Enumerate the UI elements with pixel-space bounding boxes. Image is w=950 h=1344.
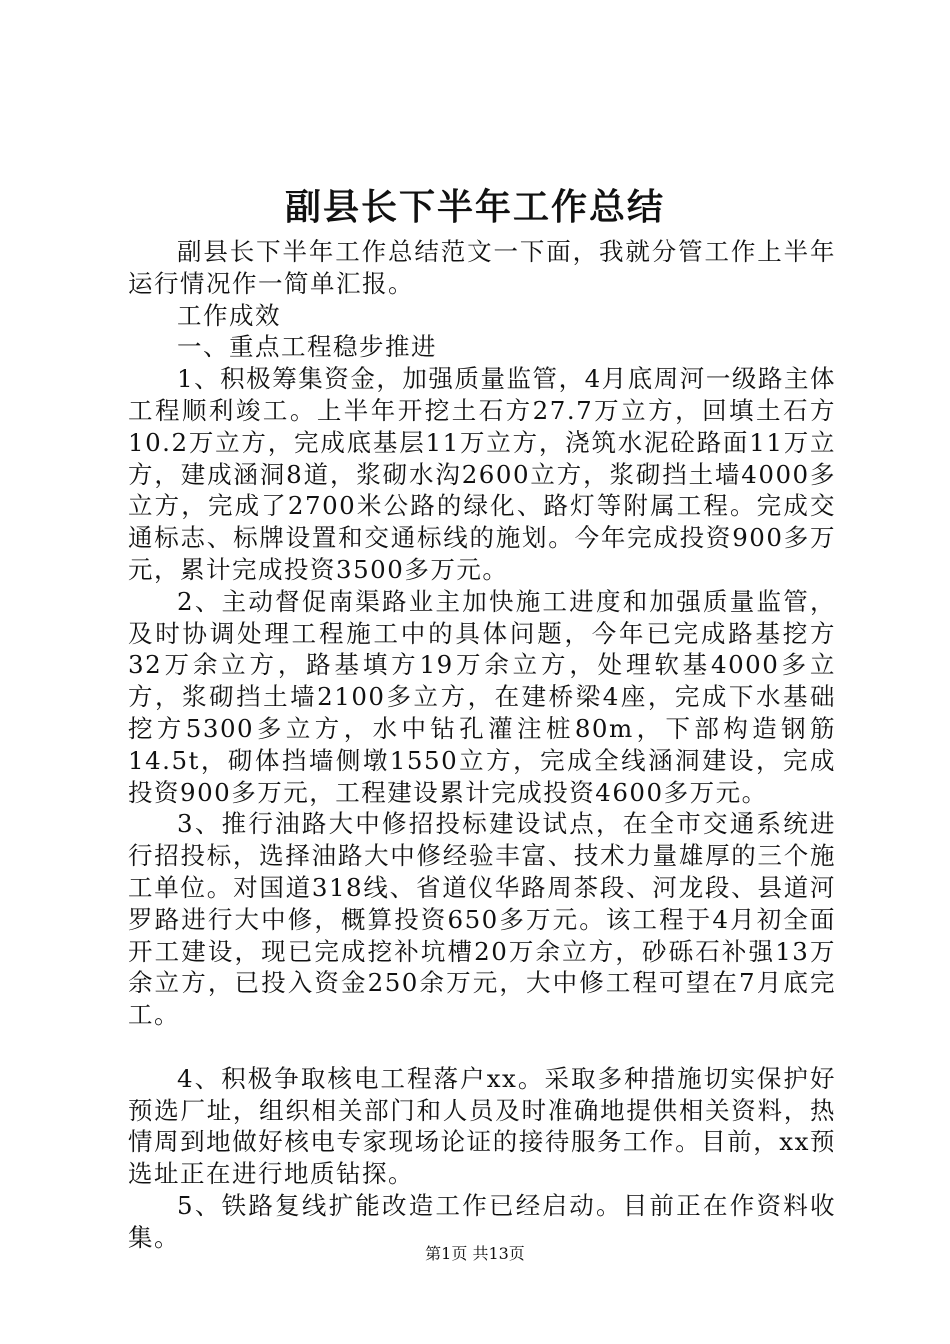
paragraph-item-1: 1、积极筹集资金，加强质量监管，4月底周河一级路主体工程顺利竣工。上半年开挖土石方27.7万立方，回填土石方10.2万立方，完成底基层11万立方，浇筑水泥砼路面11万立方，建成涵洞8道，浆砌水沟2600立方，浆砌挡土墙4000多立方，完成了2700米公路的绿化、路灯等附属工程。完成交通标志、标牌设置和交通标线的施划。今年完成投资900多万元，累计完成投资3500多万元。 xyxy=(128,364,836,584)
subsection-heading-key-projects: 一、重点工程稳步推进 xyxy=(177,332,437,362)
intro-paragraph: 副县长下半年工作总结范文一下面，我就分管工作上半年运行情况作一简单汇报。 xyxy=(128,237,836,298)
paragraph-item-5: 5、铁路复线扩能改造工作已经启动。目前正在作资料收集。 xyxy=(128,1190,836,1252)
page-number-footer: 第1页 共13页 xyxy=(425,1244,525,1263)
paragraph-item-4: 4、积极争取核电工程落户xx。采取多种措施切实保护好预选厂址，组织相关部门和人员及时准确地提供相关资料，热情周到地做好核电专家现场论证的接待服务工作。目前，xx预选址正在进行地质钻探。 xyxy=(128,1063,836,1189)
document-body xyxy=(128,236,836,1254)
document-title: 副县长下半年工作总结 xyxy=(284,186,665,228)
paragraph-item-2: 2、主动督促南渠路业主加快施工进度和加强质量监管，及时协调处理工程施工中的具体问题，今年已完成路基挖方32万余立方，路基填方19万余立方，处理软基4000多立方，浆砌挡土墙2100多立方，在建桥梁4座，完成下水基础挖方5300多立方，水中钻孔灌注桩80m，下部构造钢筋14.5t，砌体挡墙侧墩1550立方，完成全线涵洞建设，完成投资900多万元，工程建设累计完成投资4600多万元。 xyxy=(128,586,836,807)
paragraph-item-3: 3、推行油路大中修招投标建设试点，在全市交通系统进行招投标，选择油路大中修经验丰富、技术力量雄厚的三个施工单位。对国道318线、省道仪华路周茶段、河龙段、县道河罗路进行大中修，概算投资650多万元。该工程于4月初全面开工建设，现已完成挖补坑槽20万余立方，砂砾石补强13万余立方，已投入资金250余万元，大中修工程可望在7月底完工。 xyxy=(128,809,836,1030)
section-heading-achievements: 工作成效 xyxy=(177,300,281,330)
